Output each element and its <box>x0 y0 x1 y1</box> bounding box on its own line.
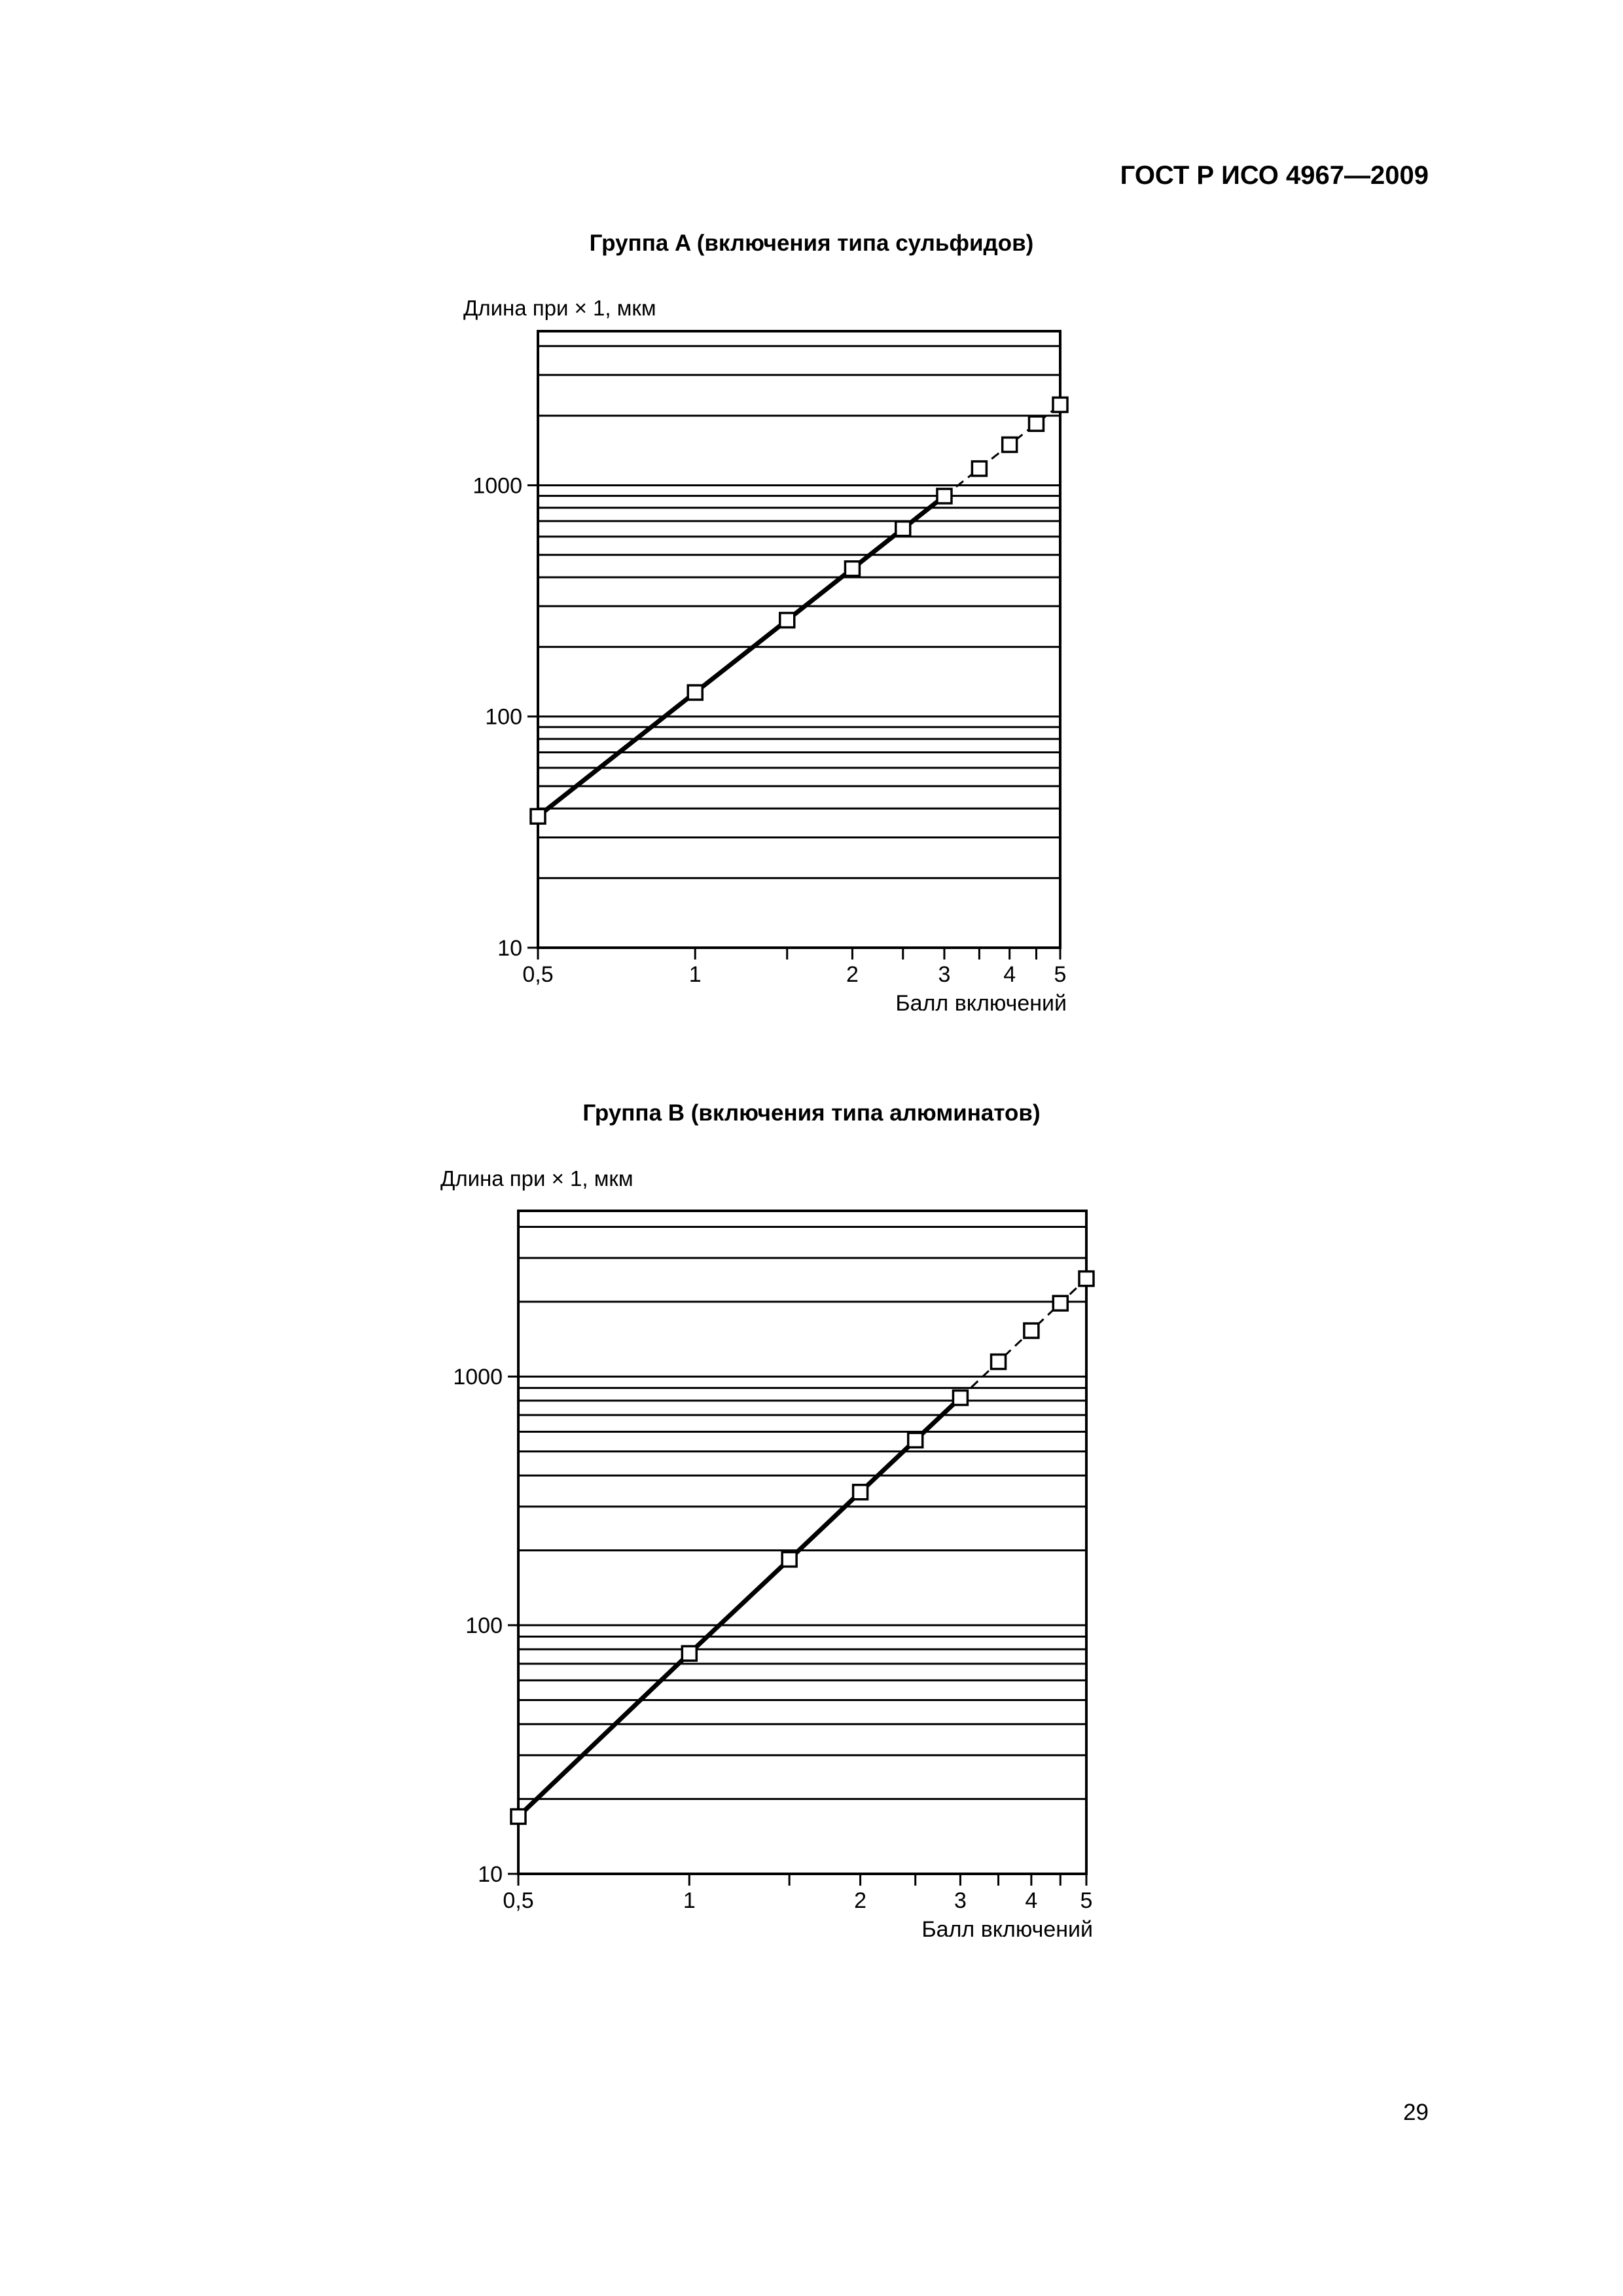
chart-b-x-tick-label: 2 <box>854 1888 867 1913</box>
chart-a-data-point <box>896 522 910 536</box>
chart-b-title: Группа B (включения типа алюминатов) <box>582 1100 1041 1126</box>
chart-b-data-point <box>1024 1323 1039 1338</box>
chart-a-data-point <box>1053 397 1067 412</box>
chart-a-data-point <box>688 685 702 700</box>
chart-a-data-point <box>1003 437 1017 452</box>
chart-a-x-tick-label: 4 <box>1003 962 1016 987</box>
chart-b-xlabel: Балл включений <box>921 1917 1093 1942</box>
chart-b-data-point <box>682 1646 696 1660</box>
chart-a-y-tick-label: 10 <box>497 936 522 961</box>
chart-a-data-point <box>1029 416 1043 431</box>
chart-a-x-tick-label: 5 <box>1054 962 1067 987</box>
chart-a-xlabel: Балл включений <box>895 991 1067 1016</box>
chart-b-y-tick-label: 10 <box>478 1862 503 1887</box>
chart-b-y-tick-label: 1000 <box>453 1365 503 1390</box>
chart-b-data-point <box>953 1391 967 1405</box>
chart-b-data-point <box>853 1485 868 1499</box>
chart-a-data-point <box>937 489 952 503</box>
chart-a-title: Группа A (включения типа сульфидов) <box>589 230 1034 256</box>
chart-a-y-tick-label: 100 <box>485 704 522 730</box>
chart-b-plot <box>453 1211 1094 1942</box>
page-number: 29 <box>1403 2100 1429 2125</box>
chart-b-x-tick-label: 1 <box>683 1888 696 1913</box>
chart-a-plot <box>473 331 1067 1016</box>
chart-a-data-point <box>845 562 859 576</box>
chart-a-ylabel: Длина при × 1, мкм <box>463 296 656 320</box>
chart-b-data-point <box>1053 1296 1067 1310</box>
chart-a-data-point <box>972 461 986 476</box>
chart-b-data-point <box>782 1552 796 1567</box>
chart-b-frame <box>518 1211 1086 1874</box>
chart-b-series-solid-line <box>518 1398 960 1817</box>
chart-b-x-tick-label: 4 <box>1025 1888 1038 1913</box>
chart-b-ylabel: Длина при × 1, мкм <box>440 1166 633 1191</box>
chart-b-x-tick-label: 5 <box>1080 1888 1093 1913</box>
chart-b-data-point <box>1079 1272 1094 1286</box>
chart-a-data-point <box>531 809 545 823</box>
chart-a-x-tick-label: 1 <box>688 962 702 987</box>
chart-b-x-tick-label: 0,5 <box>503 1888 534 1913</box>
chart-a-x-tick-label: 3 <box>938 962 951 987</box>
chart-a-x-tick-label: 2 <box>846 962 859 987</box>
chart-b-x-tick-label: 3 <box>954 1888 967 1913</box>
chart-a-y-tick-label: 1000 <box>473 473 522 499</box>
chart-a-x-tick-label: 0,5 <box>522 962 554 987</box>
chart-a-frame <box>538 331 1060 948</box>
chart-a-data-point <box>780 613 794 628</box>
document-header: ГОСТ Р ИСО 4967—2009 <box>1120 161 1429 190</box>
chart-b-data-point <box>991 1355 1006 1369</box>
chart-b-data-point <box>511 1809 526 1823</box>
chart-b-y-tick-label: 100 <box>465 1613 503 1639</box>
chart-b-data-point <box>908 1433 923 1447</box>
